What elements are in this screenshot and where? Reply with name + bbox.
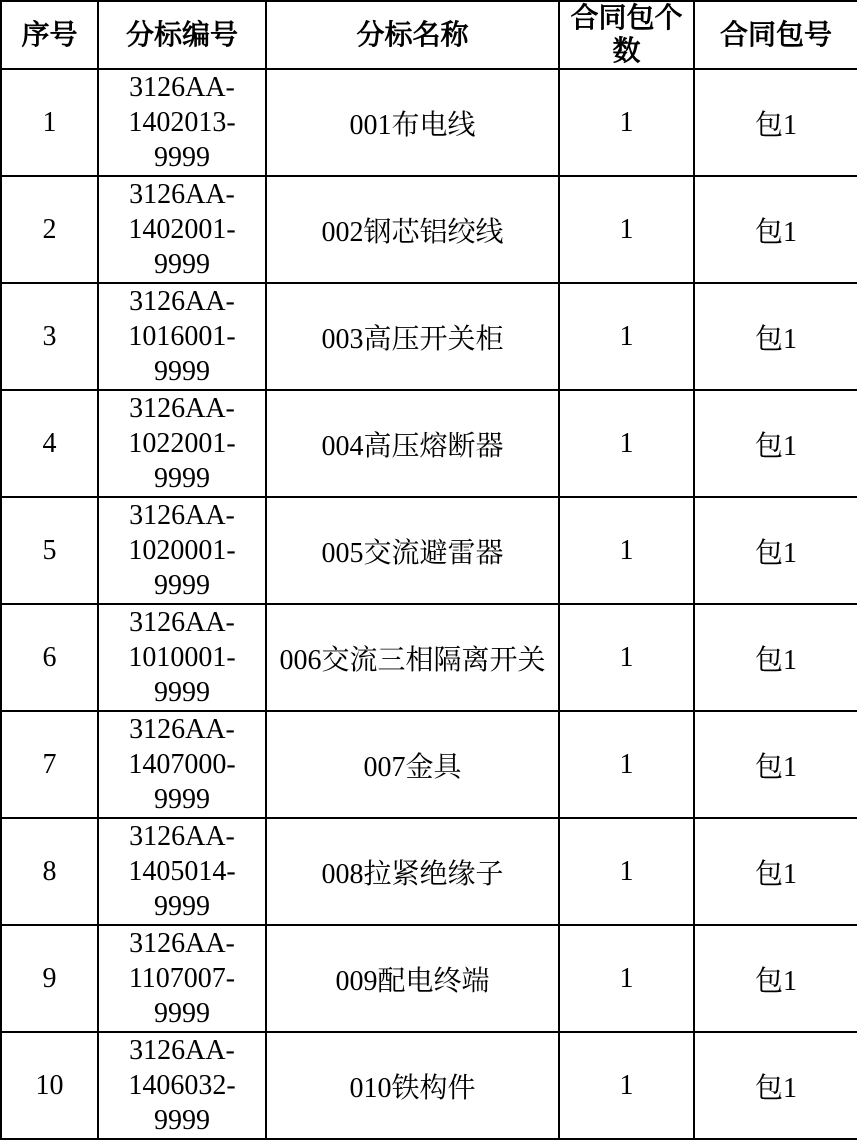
cell-name: 006交流三相隔离开关 bbox=[266, 604, 559, 711]
code-line: 1402013- bbox=[128, 107, 236, 138]
code-line: 3126AA- bbox=[129, 607, 235, 638]
code-line: 9999 bbox=[154, 998, 210, 1029]
table-row bbox=[1, 818, 857, 925]
cell-name: 001布电线 bbox=[266, 69, 559, 176]
code-line: 1107007- bbox=[128, 963, 236, 994]
cell-seq: 9 bbox=[1, 925, 98, 1032]
column-header-count: 合同包个数 bbox=[559, 1, 694, 69]
cell-seq: 10 bbox=[1, 1032, 98, 1139]
table-row bbox=[1, 497, 857, 604]
table-row bbox=[1, 283, 857, 390]
cell-name: 003高压开关柜 bbox=[266, 283, 559, 390]
code-line: 3126AA- bbox=[129, 72, 235, 103]
cell-package-count: 1 bbox=[559, 283, 694, 390]
column-header-seq: 序号 bbox=[1, 1, 98, 69]
cell-package-count: 1 bbox=[559, 176, 694, 283]
table-header-row bbox=[1, 1, 857, 69]
cell-code bbox=[98, 497, 266, 604]
table-row bbox=[1, 176, 857, 283]
cell-name: 008拉紧绝缘子 bbox=[266, 818, 559, 925]
column-header-name: 分标名称 bbox=[266, 1, 559, 69]
cell-seq: 1 bbox=[1, 69, 98, 176]
cell-package-no: 包1 bbox=[694, 390, 857, 497]
code-line: 9999 bbox=[154, 356, 210, 387]
column-header-code: 分标编号 bbox=[98, 1, 266, 69]
table-row bbox=[1, 925, 857, 1032]
code-line: 3126AA- bbox=[129, 821, 235, 852]
code-line: 9999 bbox=[154, 249, 210, 280]
cell-package-count: 1 bbox=[559, 497, 694, 604]
cell-seq: 3 bbox=[1, 283, 98, 390]
cell-package-count: 1 bbox=[559, 1032, 694, 1139]
code-line: 9999 bbox=[154, 784, 210, 815]
cell-code bbox=[98, 711, 266, 818]
cell-code bbox=[98, 69, 266, 176]
cell-code bbox=[98, 1032, 266, 1139]
cell-code bbox=[98, 390, 266, 497]
cell-seq: 8 bbox=[1, 818, 98, 925]
cell-name: 009配电终端 bbox=[266, 925, 559, 1032]
table-row bbox=[1, 390, 857, 497]
cell-package-no: 包1 bbox=[694, 604, 857, 711]
code-line: 3126AA- bbox=[129, 393, 235, 424]
code-line: 3126AA- bbox=[129, 714, 235, 745]
code-line: 1407000- bbox=[128, 749, 236, 780]
cell-package-count: 1 bbox=[559, 711, 694, 818]
table-row bbox=[1, 69, 857, 176]
cell-seq: 5 bbox=[1, 497, 98, 604]
code-line: 3126AA- bbox=[129, 1035, 235, 1066]
cell-package-no: 包1 bbox=[694, 925, 857, 1032]
code-line: 3126AA- bbox=[129, 928, 235, 959]
cell-package-no: 包1 bbox=[694, 497, 857, 604]
cell-name: 005交流避雷器 bbox=[266, 497, 559, 604]
cell-code bbox=[98, 176, 266, 283]
cell-seq: 2 bbox=[1, 176, 98, 283]
table-row bbox=[1, 604, 857, 711]
cell-package-no: 包1 bbox=[694, 283, 857, 390]
cell-package-no: 包1 bbox=[694, 69, 857, 176]
code-line: 9999 bbox=[154, 570, 210, 601]
cell-name: 010铁构件 bbox=[266, 1032, 559, 1139]
cell-package-count: 1 bbox=[559, 925, 694, 1032]
cell-seq: 6 bbox=[1, 604, 98, 711]
code-line: 1020001- bbox=[128, 535, 236, 566]
cell-package-no: 包1 bbox=[694, 711, 857, 818]
column-header-pkg: 合同包号 bbox=[694, 1, 857, 69]
code-line: 9999 bbox=[154, 891, 210, 922]
table-row bbox=[1, 711, 857, 818]
cell-name: 004高压熔断器 bbox=[266, 390, 559, 497]
cell-code bbox=[98, 818, 266, 925]
cell-package-count: 1 bbox=[559, 390, 694, 497]
code-line: 9999 bbox=[154, 142, 210, 173]
code-line: 1016001- bbox=[128, 321, 236, 352]
code-line: 3126AA- bbox=[129, 500, 235, 531]
cell-seq: 7 bbox=[1, 711, 98, 818]
cell-package-no: 包1 bbox=[694, 176, 857, 283]
code-line: 9999 bbox=[154, 463, 210, 494]
cell-code bbox=[98, 604, 266, 711]
cell-package-no: 包1 bbox=[694, 1032, 857, 1139]
cell-package-count: 1 bbox=[559, 604, 694, 711]
cell-code bbox=[98, 925, 266, 1032]
code-line: 1406032- bbox=[128, 1070, 236, 1101]
code-line: 1402001- bbox=[128, 214, 236, 245]
cell-name: 007金具 bbox=[266, 711, 559, 818]
cell-name: 002钢芯铝绞线 bbox=[266, 176, 559, 283]
code-line: 9999 bbox=[154, 1105, 210, 1136]
cell-package-count: 1 bbox=[559, 69, 694, 176]
cell-package-count: 1 bbox=[559, 818, 694, 925]
code-line: 1405014- bbox=[128, 856, 236, 887]
cell-seq: 4 bbox=[1, 390, 98, 497]
cell-code bbox=[98, 283, 266, 390]
code-line: 1022001- bbox=[128, 428, 236, 459]
cell-package-no: 包1 bbox=[694, 818, 857, 925]
code-line: 1010001- bbox=[128, 642, 236, 673]
code-line: 3126AA- bbox=[129, 286, 235, 317]
code-line: 9999 bbox=[154, 677, 210, 708]
table-row bbox=[1, 1032, 857, 1139]
code-line: 3126AA- bbox=[129, 179, 235, 210]
